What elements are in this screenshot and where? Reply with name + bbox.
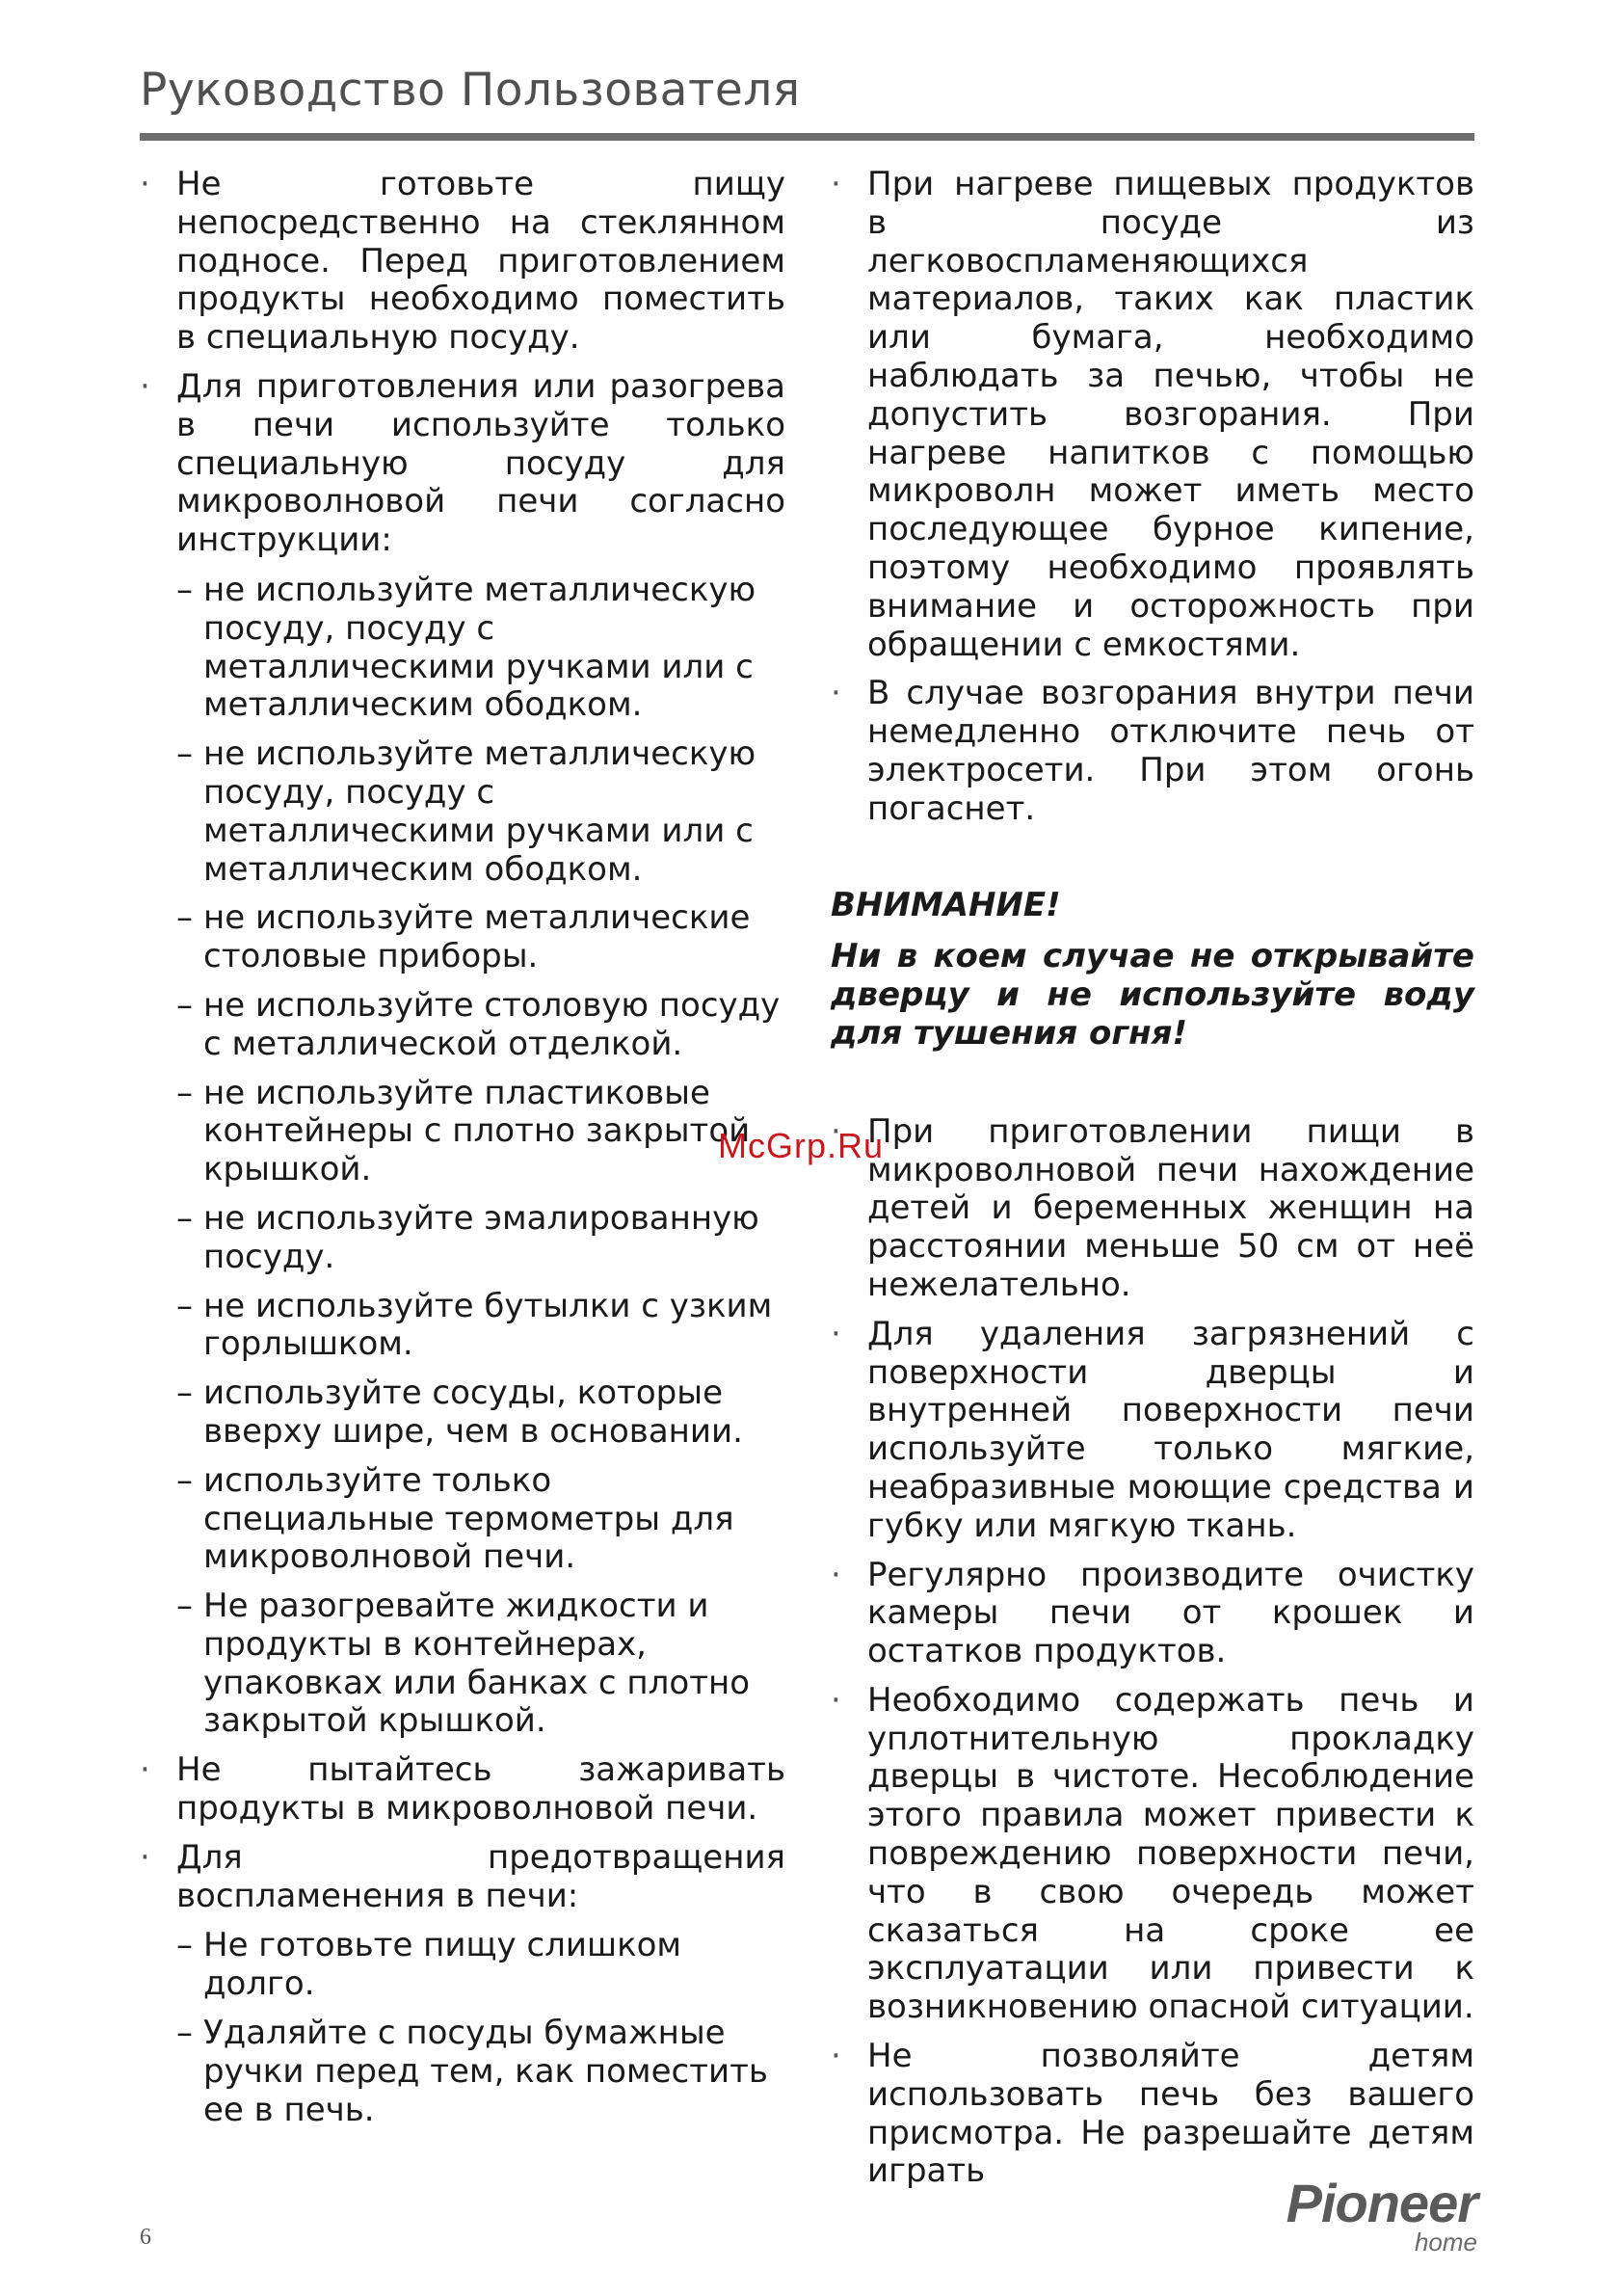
- sub-list-item: – Не готовьте пищу слишком долго.: [176, 1927, 785, 2004]
- sub-list-item: – не используйте эмалированную посуду.: [176, 1200, 785, 1277]
- sub-list-item: – Удаляйте с посуды бумажные ручки перед тем, как поместить ее в печь.: [176, 2015, 785, 2129]
- list-item-text: Для приготовления или разогрева в печи используйте только специальную посуду для микроволновой печи согласно инструкции:: [176, 366, 785, 560]
- sub-list-item: – не используйте металлическую посуду, посуду с металлическими ручками или с металлическим ободком.: [176, 572, 785, 725]
- list-item: [140, 368, 785, 1741]
- sub-list: [176, 572, 785, 1741]
- sub-list-item: – не используйте пластиковые контейнеры с плотно закрытой крышкой.: [176, 1075, 785, 1189]
- list-item: · Необходимо содержать печь и уплотнительную прокладку дверцы в чистоте. Несоблюдение этого правила может привести к повреждению поверхности печи, что в свою очередь может сказаться на сроке ее эксплуатации или привести к возникновению опасной ситуации.: [831, 1682, 1474, 2027]
- list-item-text: Для предотвращения воспламенения в печи:: [176, 1837, 785, 1915]
- sub-list-item: – используйте сосуды, которые вверху шире, чем в основании.: [176, 1375, 785, 1452]
- list-item: · Регулярно производите очистку камеры печи от крошек и остатков продуктов.: [831, 1557, 1474, 1671]
- sub-list-item: – не используйте металлические столовые приборы.: [176, 899, 785, 976]
- list-item: · Для удаления загрязнений с поверхности дверцы и внутренней поверхности печи используйте только мягкие, неабразивные моющие средства и губку или мягкую ткань.: [831, 1316, 1474, 1546]
- warning-text: Ни в коем случае не открывайте дверцу и не используйте воду для тушения огня!: [831, 937, 1474, 1053]
- sub-list-item: – не используйте металлическую посуду, посуду с металлическими ручками или с металлическим ободком.: [176, 735, 785, 889]
- sub-list: [176, 1927, 785, 2129]
- list-item: · При нагреве пищевых продуктов в посуде из легковоспламеняющихся материалов, таких как пластик или бумага, необходимо наблюдать за печью, чтобы не допустить возгорания. При нагреве напитков с помощью микроволн может иметь место последующее бурное кипение, поэтому необходимо проявлять внимание и осторожность при обращении с емкостями.: [831, 166, 1474, 664]
- logo-subtitle: home: [1414, 2228, 1477, 2256]
- sub-list-item: – не используйте бутылки с узким горлышком.: [176, 1288, 785, 1365]
- header-divider: [140, 133, 1474, 141]
- logo-wordmark: Pioneer: [1286, 2173, 1477, 2233]
- warning-block: [831, 887, 1474, 1054]
- page-title: Руководство Пользователя: [140, 64, 801, 117]
- brand-logo: [1270, 2173, 1477, 2256]
- list-item: [140, 166, 785, 358]
- sub-list-item: – используйте только специальные термометры для микроволновой печи.: [176, 1462, 785, 1577]
- warning-title: ВНИМАНИЕ!: [831, 885, 1061, 924]
- sub-list-item: – не используйте столовую посуду с металлической отделкой.: [176, 987, 785, 1064]
- list-item: · В случае возгорания внутри печи немедленно отключите печь от электросети. При этом огонь погаснет.: [831, 675, 1474, 828]
- right-column: [831, 166, 1474, 2202]
- list-item: [140, 1751, 785, 1829]
- page-number: 6: [140, 2225, 151, 2250]
- list-item-text: Не пытайтесь зажаривать продукты в микроволновой печи.: [176, 1750, 785, 1829]
- list-item: · Не позволяйте детям использовать печь без вашего присмотра. Не разрешайте детям играть: [831, 2038, 1474, 2191]
- list-item: · При приготовлении пищи в микроволновой печи нахождение детей и беременных женщин на расстоянии меньше 50 см от неё нежелательно.: [831, 1113, 1474, 1305]
- left-column: [140, 166, 785, 2140]
- list-item-text: Не готовьте пищу непосредственно на стеклянном подносе. Перед приготовлением продукты необходимо поместить в специальную посуду.: [176, 165, 785, 358]
- list-item: [140, 1839, 785, 2130]
- sub-list-item: – Не разогревайте жидкости и продукты в контейнерах, упаковках или банках с плотно закрытой крышкой.: [176, 1588, 785, 1741]
- watermark: McGrp.Ru: [718, 1126, 885, 1165]
